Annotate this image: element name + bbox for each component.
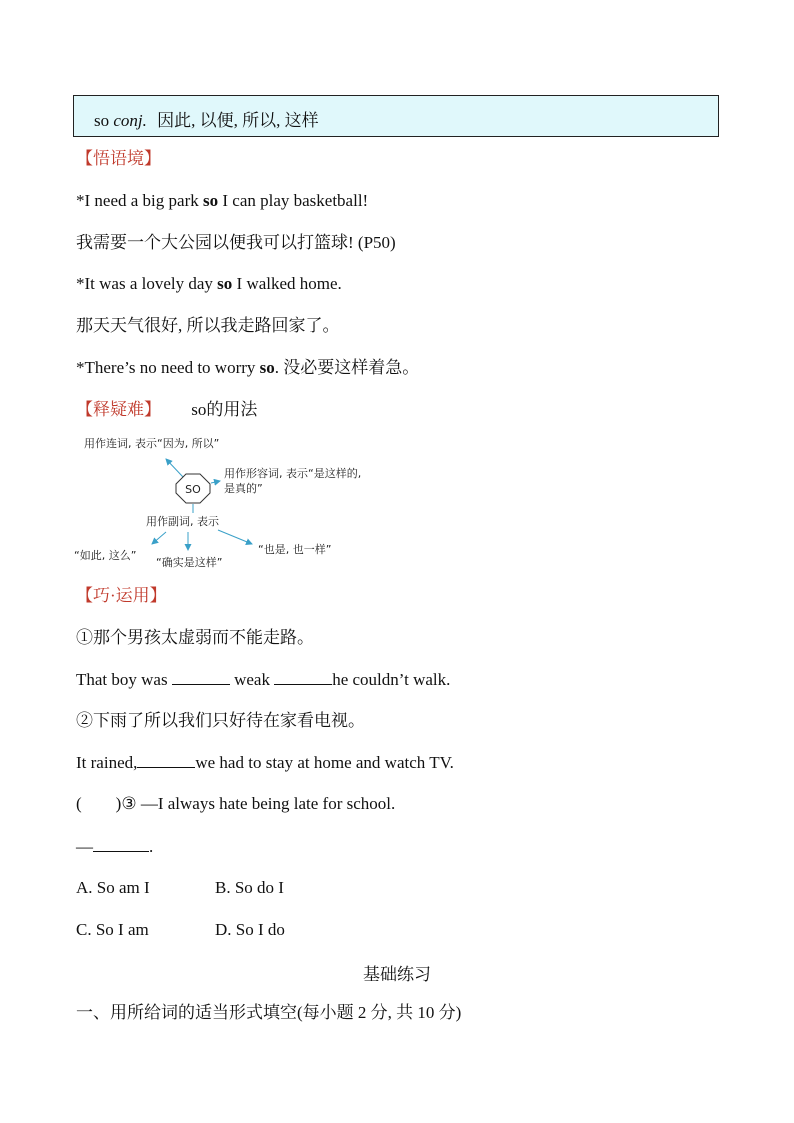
diagram-leaf3: “也是, 也一样” bbox=[258, 543, 332, 556]
question-3: ( )③ —I always hate being late for school. bbox=[76, 794, 396, 813]
diagram-center: SO bbox=[185, 483, 201, 496]
option-d[interactable]: D. So I do bbox=[215, 920, 285, 939]
diagram-leaf2: “确实是这样” bbox=[156, 556, 223, 569]
blank-2[interactable] bbox=[137, 751, 195, 768]
section-wuyujing: 【悟语境】 bbox=[76, 149, 161, 168]
question-2-chinese: ②下雨了所以我们只好待在家看电视。 bbox=[76, 711, 365, 730]
section-shiyinan-row bbox=[76, 399, 257, 421]
diagram-adv-label: 用作副词, 表示 bbox=[146, 515, 219, 528]
section-qiaoyunyong: 【巧·运用】 bbox=[76, 586, 167, 605]
section-shiyinan: 【释疑难】 bbox=[76, 400, 161, 419]
option-b[interactable]: B. So do I bbox=[215, 878, 284, 897]
keyword-so: so bbox=[202, 191, 219, 210]
keyword-so: so bbox=[259, 358, 275, 377]
definition-pos: conj. bbox=[113, 111, 147, 130]
definition-text bbox=[94, 106, 319, 131]
definition-word: so bbox=[94, 111, 110, 130]
blank-3[interactable] bbox=[93, 835, 149, 852]
diagram-conj-label: 用作连词, 表示“因为, 所以” bbox=[84, 437, 220, 450]
diagram-adj-line1: 用作形容词, 表示“是这样的, bbox=[224, 467, 362, 480]
blank-1b[interactable] bbox=[274, 668, 332, 685]
arrow-conj bbox=[166, 459, 183, 477]
definition-box bbox=[73, 95, 719, 137]
arrow-leaf3 bbox=[218, 530, 252, 544]
option-a[interactable]: A. So am I bbox=[76, 878, 150, 897]
so-usage-diagram bbox=[70, 432, 400, 572]
shiyinan-topic: so的用法 bbox=[191, 400, 258, 419]
question-3-reply: — . bbox=[76, 837, 154, 856]
example-1: *I need a big park so I can play basketball! bbox=[76, 191, 369, 210]
blank-1a[interactable] bbox=[172, 668, 230, 685]
definition-meaning: 因此, 以便, 所以, 这样 bbox=[157, 111, 319, 130]
example-2-translation: 那天天气很好, 所以我走路回家了。 bbox=[76, 316, 340, 335]
diagram-adj-line2: 是真的” bbox=[224, 482, 263, 495]
example-1-translation: 我需要一个大公园以便我可以打篮球! (P50) bbox=[76, 233, 396, 252]
question-1-chinese: ①那个男孩太虚弱而不能走路。 bbox=[76, 628, 314, 647]
option-c[interactable]: C. So I am bbox=[76, 920, 149, 939]
example-3: *There’s no need to worry so. 没必要这样着急。 bbox=[76, 358, 420, 377]
part-1-heading: 一、用所给词的适当形式填空(每小题 2 分, 共 10 分) bbox=[76, 1003, 462, 1022]
basic-practice-title: 基础练习 bbox=[363, 965, 431, 984]
keyword-so: so bbox=[217, 274, 233, 293]
question-1: That boy was weak he couldn’t walk. bbox=[76, 670, 451, 689]
arrow-leaf1 bbox=[152, 532, 166, 544]
example-2: *It was a lovely day so I walked home. bbox=[76, 274, 342, 293]
diagram-leaf1: “如此, 这么” bbox=[74, 549, 137, 562]
arrow-adj bbox=[211, 481, 220, 483]
answer-paren[interactable]: ( ) bbox=[76, 794, 122, 813]
question-2: It rained, we had to stay at home and watch TV. bbox=[76, 753, 454, 772]
